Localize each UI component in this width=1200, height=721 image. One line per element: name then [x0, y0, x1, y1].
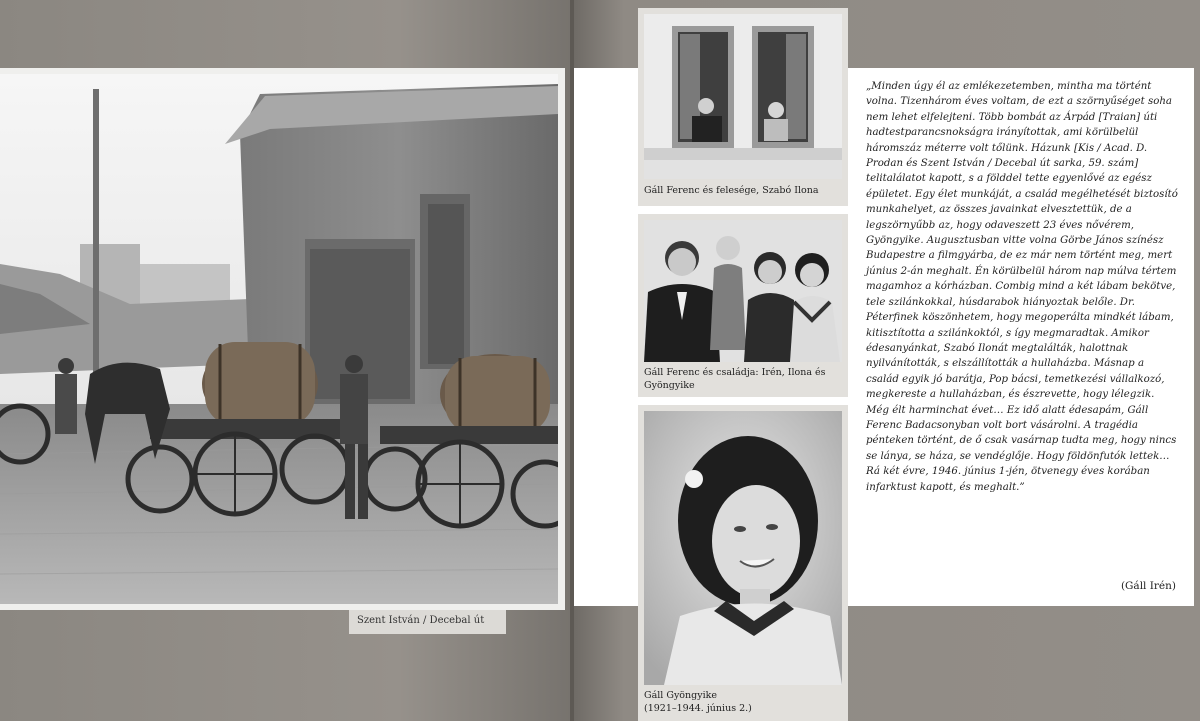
street-photo-caption: Szent István / Decebal út — [349, 610, 506, 634]
family-photo-caption: Gáll Ferenc és családja: Irén, Ilona és Gyöngyike — [644, 367, 826, 391]
gyongyike-portrait-photo — [644, 411, 842, 685]
street-photo-frame — [0, 68, 565, 610]
memoir-quote-text: „Minden úgy él az emlékezetemben, mintha ma történt volna. Tizenhárom éves voltam, de ezt a szörnyűséget soha nem lehet elfelejteni. Több bombát az Árpád [Traian] úti hadtestparancsnokságra irányítottak, ami körülbelül háromszáz méterre volt tőlünk. Házunk [Kis / Acad. D. Prodan és Szent István / Decebal út sarka, 59. szám] telitalálatot kapott, s a földdel tette egyenlővé az egész épületet. Egy élet munkáját, a család megélhetését biztosító munkahelyet, az összes javainkat elvesztettük, de a legszörnyűbb az, hogy odaveszett 23 éves nővérem, Gyöngyike. Augusztusban vitte volna Görbe János színész Budapestre a filmgyárba, de ez már nem történt meg, mert június 2-án meghalt. Én körülbelül három nap múlva tértem magamhoz a kórházban. Combig mind a két lábam bekötve, tele szilánkokkal, húsdarabok hiányoztak belőle. Dr. Péterfinek köszönhetem, hogy megoperálta mindkét lábam, kitisztította a szilánkoktól, s így megmaradtak. Amikor édesanyánkat, Szabó Ilonát megtalálták, halottnak nyilvánították, s elszállították a hullaházba. Másnap a család egyik jó barátja, Pop bácsi, temetkezési vállalkozó, megkereste a hullaházban, és észrevette, hogy lélegzik. Még élt harminchat évet… Ez idő alatt édesapám, Gáll Ferenc Badacsonyban volt bort vásárolni. A tragédia pénteken történt, de ő csak vasárnap tudta meg, hogy nincs se lánya, se háza, se vendéglője. Hogy földönfutók lettek… Rá két évre, 1946. június 1-jén, ötvenegy éves korában infarktust kapott, és meghalt.” — [866, 81, 1178, 493]
photo-card-portrait — [638, 405, 848, 721]
photo-card-couple — [638, 8, 848, 206]
quote-author: (Gáll Irén) — [1120, 580, 1176, 592]
portrait-photo-caption — [644, 689, 842, 715]
portrait-caption-dates: (1921–1944. június 2.) — [644, 703, 752, 714]
family-photo — [644, 220, 842, 362]
photo-card-family — [638, 214, 848, 397]
couple-photo-caption: Gáll Ferenc és felesége, Szabó Ilona — [644, 185, 819, 196]
portrait-caption-name: Gáll Gyöngyike — [644, 690, 718, 701]
street-photo — [0, 74, 558, 604]
couple-window-photo — [644, 14, 842, 179]
